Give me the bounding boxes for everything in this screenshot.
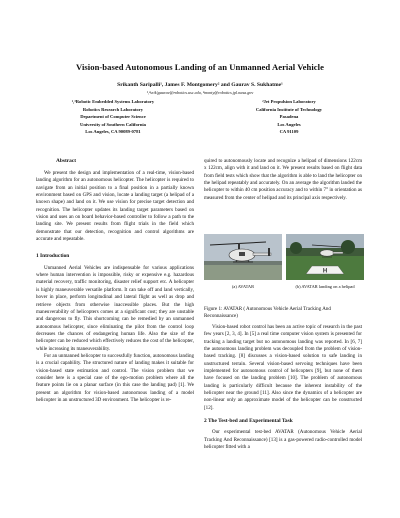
intro-paragraph-1: Unmanned Aerial Vehicles are indispensable for various applications where human intervention is impossible, risky or expensive e.g. hazardous material recovery, traffic monitoring, disaster relief support etc. A helicopter is highly maneuverable versatile platform. It can take off and land vertically, hover in place, perform longitudinal and lateral flight as well as drop and retrieve objects from otherwise inaccessible places. But the high maneuverability of helicopters comes at a significant cost; they are unstable and dangerous to fly. This shortcoming can be remedied by an unmanned autonomous helicopter, since eliminating the pilot from the control loop decreases the chances of endangering human life. Also the size of the helicopter can be reduced which effectively reduces the cost of the helicopter, while increasing its maneuverability. bbox=[36, 264, 194, 352]
affiliation-line: CA 91109 bbox=[279, 129, 299, 135]
affiliation-line: Department of Computer Science bbox=[80, 114, 146, 120]
affiliation-line: Robotics Research Laboratory bbox=[82, 106, 144, 112]
affiliation-usc bbox=[28, 98, 198, 136]
body-paragraph: Our experimental test-bed AVATAR (Autonomous Vehicle Aerial Tracking And Reconnaissance) [13] is a gas-powered radio-controlled model helicopter fitted with a bbox=[204, 429, 362, 451]
author-list: Srikanth Saripalli¹, James F. Montgomery² and Gaurav S. Sukhatme¹ bbox=[117, 82, 283, 88]
affiliation-line: Los Angeles, CA 90089-0781 bbox=[85, 129, 141, 135]
paper-title: Vision-based Autonomous Landing of an Unmanned Aerial Vehicle bbox=[76, 62, 324, 72]
affiliation-line: Pasadena bbox=[279, 114, 299, 120]
affiliation-line: California Institute of Technology bbox=[255, 106, 323, 112]
abstract-heading: Abstract bbox=[56, 158, 77, 164]
intro-paragraph-2: For an unmanned helicopter to successfully function, autonomous landing is a crucial capability. The structured nature of landing makes it suitable for vision-based state estimation and control. The vision problem that we consider here is a special case of the ego-motion problem where all the feature points lie on a planar surface (in this case the landing pad) [1]. We present an algorithm for vision-based autonomous landing of a model helicopter in an unstructured 3D environment. The helicopter is re- bbox=[36, 352, 194, 403]
subcaption-a: (a) AVATAR bbox=[231, 284, 255, 289]
figure-1 bbox=[204, 234, 364, 280]
svg-text:H: H bbox=[322, 268, 328, 275]
photo-avatar-landing bbox=[286, 234, 364, 280]
section-2-heading: 2 The Test-bed and Experimental Task bbox=[204, 418, 293, 425]
subcaption-b: (b) AVATAR landing on a helipad bbox=[295, 284, 355, 289]
affiliation-jpl bbox=[204, 98, 374, 136]
author-emails: ¹,³srik|gaurav@robotics.usc.edu, ²monty@robotics.jpl.nasa.gov bbox=[146, 90, 254, 95]
right-column-bottom bbox=[204, 324, 362, 452]
intro-heading: 1 Introduction bbox=[36, 253, 70, 260]
affiliation-line: ²Jet Propulsion Laboratory bbox=[262, 99, 316, 104]
affiliation-line: University of Southern California bbox=[80, 121, 146, 127]
affiliation-line: Los Angeles bbox=[277, 121, 301, 127]
affiliation-line: ¹,³Robotic Embedded Systems Laboratory bbox=[71, 99, 155, 104]
figure-caption: Figure 1: AVATAR ( Autonomous Vehicle Aerial Tracking And Reconnaissance) bbox=[204, 306, 331, 320]
left-column bbox=[36, 170, 194, 404]
right-column-top bbox=[204, 158, 362, 202]
body-paragraph: Vision-based robot control has been an active topic of research in the past few years [2, 3, 4]. In [5] a real time computer vision system is presented for tracking a landing target but no autonomous landing was reported. In [6, 7] the autonomous landing problem was decoupled from the problem of vision-based tracking. [8] discusses a vision-based solution to safe landing in unstructured terrain. Several vision-based servoing techniques have been implemented for autonomous control of helicopters [9], but none of them have focused on the landing problem [10]. The problem of autonomous landing is particularly difficult because the inherent instability of the helicopter near the ground [11]. Also since the dynamics of a helicopter are non-linear only an approximate model of the helicopter can be constructed [12]. bbox=[204, 324, 362, 411]
body-paragraph: quired to autonomously locate and recognize a helipad of dimensions 122cm x 122cm, align with it and land on it. We present results based on flight data from field tests which show that the algorithm is able to land the helicopter on the helipad repeatably and accurately. On an average the algorithm landed the helicopter to within 40 cm position accuracy and to within 7° in orientation as measured from the center of helipad and its principal axis respectively. bbox=[204, 158, 362, 201]
photo-avatar-helicopter bbox=[204, 234, 282, 280]
abstract-text: We present the design and implementation of a real-time, vision-based landing algorithm for an autonomous helicopter. The helicopter is required to navigate from an initial position to a final position in a partially known environment based on GPS and vision, locate a landing target (a helipad of a known shape) and land on it. We use vision for precise target detection and recognition. The helicopter updates its landing target parameters based on vision and uses an on board behavior-based controller to follow a path to the landing site. We present results from flight trials in the field which demonstrate that our detection, recognition and control algorithms are accurate and repeatable. bbox=[36, 170, 194, 243]
